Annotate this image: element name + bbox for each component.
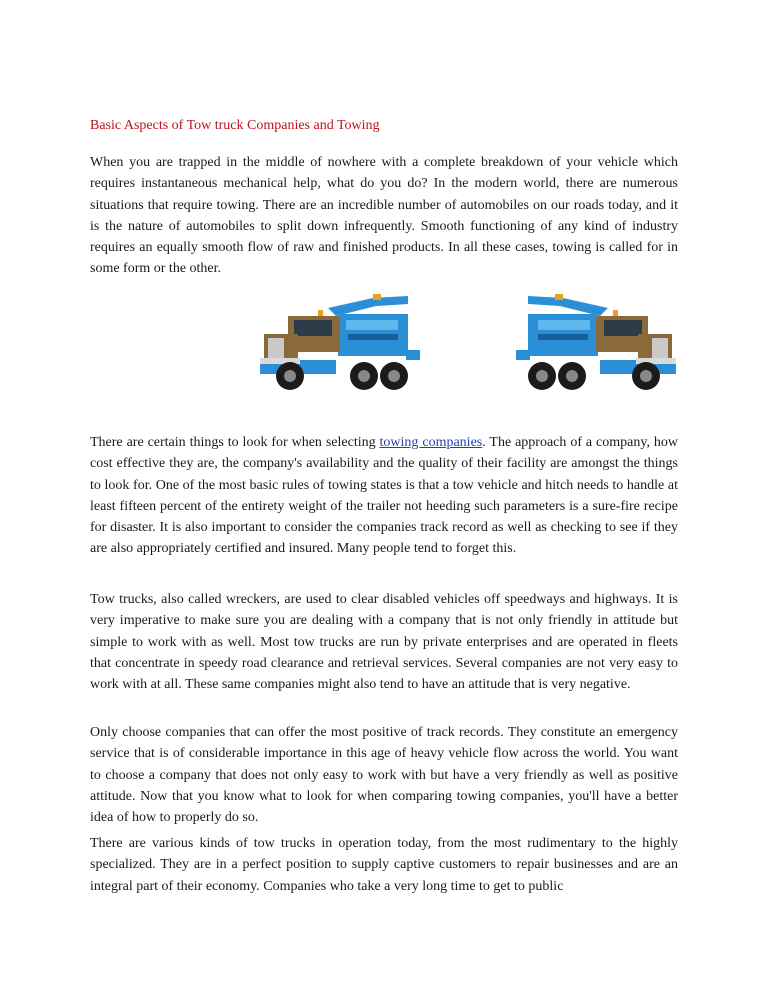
left-tow-truck	[260, 294, 420, 390]
paragraph-selecting-companies	[90, 432, 678, 560]
paragraph-track-records: Only choose companies that can offer the most positive of track records. They constitute an emergency service that is of considerable importance in this age of heavy vehicle flow across the world. You want to choose a company that does not only easy to work with but have a very friendly as well as positive attitude. Now that you know what to look for when comparing towing companies, you'll have a better idea of how to properly do so.	[90, 725, 678, 826]
paragraph-kinds-of-trucks: There are various kinds of tow trucks in operation today, from the most rudimentary to the highly specialized. They are in a perfect position to supply captive customers to repair businesses and are an integral part of their economy. Companies who take a very long time to get to public	[90, 836, 678, 894]
paragraph-wreckers: Tow trucks, also called wreckers, are used to clear disabled vehicles off speedways and highways. It is very imperative to make sure you are dealing with a company that is not only friendly in attitude but simple to work with as well. Most tow trucks are run by private enterprises and are operated in fleets that concentrate in speedy road clearance and retrieval services. Several companies are not very easy to work with at all. These same companies might also tend to have an attitude that is very negative.	[90, 592, 678, 693]
paragraph-intro: When you are trapped in the middle of nowhere with a complete breakdown of your vehicle which requires instantaneous mechanical help, what do you do? In the modern world, there are numerous situations that require towing. There are an incredible number of automobiles on our roads today, and it is the nature of automobiles to split down infrequently. Smooth functioning of any kind of industry requires an equally smooth flow of raw and finished products. In all these cases, towing is called for in some form or the other.	[90, 155, 678, 277]
document-title: Basic Aspects of Tow truck Companies and Towing	[90, 118, 380, 133]
tow-trucks-image	[258, 290, 678, 396]
right-tow-truck	[516, 294, 676, 390]
towing-companies-link[interactable]: towing companies	[379, 435, 483, 450]
paragraph2-after-link: . The approach of a company, how cost effective they are, the company's availability and the quality of their facility are amongst the things to look for. One of the most basic rules of towing states is that a tow vehicle and hitch needs to handle at least fifteen percent of the entirety weight of the trailer not heeding such parameters is a sure-fire recipe for disaster. It is also important to consider the companies track record as well as checking to see if they are also appropriately certified and insured. Many people tend to forget this.	[90, 435, 678, 557]
paragraph2-before-link: There are certain things to look for when selecting	[90, 435, 380, 450]
